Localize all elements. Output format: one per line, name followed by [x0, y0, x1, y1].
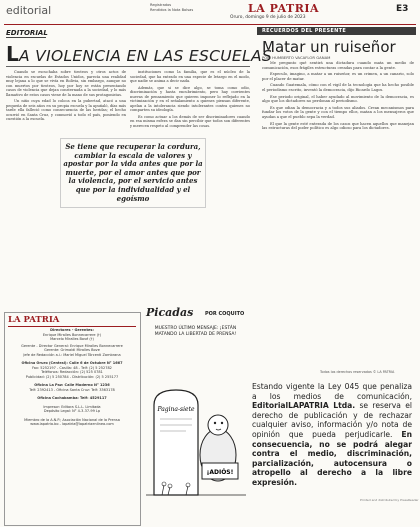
paragraph: Cuando se escuchaba sobre tiroteos y otros actos de violencia en escuelas de Estados Unidos, parecía una realidad muy lejana a lo que se vivía en Bolivia, sin embargo, aunque no con muertos por tiroteos, hoy por hoy se están presentando casos de violencia que dejan consternada a la sociedad, y lo más llamativo de estos casos viene de la mano de sus protagonistas. — [6, 70, 126, 97]
cartoon-sign-right: ¡ADIÓS! — [206, 469, 234, 476]
registration-line: Registrados Rendidos la Nota Bolsas — [150, 3, 194, 12]
issue-date: Oruro, domingo 9 de julio de 2023 — [230, 15, 306, 20]
page-number: E3 — [396, 4, 409, 14]
paragraph: Me pregunto qué sentirá una dictadura cuando mata un medio de comunicación, esos frágiles estructuras creadas para contar a la gente. — [262, 61, 414, 70]
column-body — [262, 61, 414, 366]
paragraph: Es que odian la democracia y a todos sus aliados. Crean mecanismos para fundar los votos de la gente y con el tiempo ellos, matan a los mensajeros que ayudan a que el pueblo sepa la verdad. — [262, 105, 414, 119]
editorial-tag: EDITORIAL — [6, 29, 48, 37]
masthead-divider — [8, 326, 136, 327]
cartoon-logo: Picadas — [146, 306, 194, 319]
header-divider — [4, 24, 416, 25]
column-credit: Todos los derechos reservados © LA PATRIA — [320, 370, 395, 374]
paragraph: El que la gente esté enterada de los casos que hacen aquellos que manejan las estructuras del poder político es algo odioso para los dictadores. — [262, 121, 414, 131]
column-author: POR: HUMBERTO VACAFLOR GANAM — [262, 55, 331, 60]
paragraph: Cuando Guatemala, cómo con el vigil de la tecnología que ha hecho posible el periodismo escrito, inventó la democracia, dijo Ricardo Lagos. — [262, 83, 414, 92]
legal-notice: Estando vigente la Ley 045 que penaliza a los medios de comunicación, EditorialLAPATRIA Ltda. se reserva el derecho de publicación y de rechazar cualquier aviso, información y/o nota de opinión que pueda perjudicarle. En consecuencia, no se podrá alegar contra el medio, discriminación, parcialización, autocensura o atropello al derecho a la libre expresión. — [252, 382, 412, 487]
column-kicker: RECUERDOS DEL PRESENTE — [262, 27, 347, 34]
paragraph: Un niño cuya edad lo coloca en la pubertad, atacó a una pequeña de seis años en su propia escuela y la apuñaló, días más tarde ella falleció como consecuencia de las heridas; el hecho ocurrió en Santa Cruz, y conmovió a todo el país, poniendo en cuestión a la escuela. — [6, 99, 126, 122]
cartoon-byline: POR COQUITO — [205, 311, 245, 317]
pull-quote: Se tiene que recuperar la cordura, cambiar la escala de valores y apostar por la vida antes que por la muerte, por el amor antes que por la violencia, por el servicio antes que por la individualidad y el egoísmo — [60, 138, 206, 208]
paragraph: Ese periodo original, el haber ayudado al movimiento de la democracia, es algo que los dictadores no perdonan al periodismo. — [262, 94, 414, 104]
cartoon-illustration — [146, 345, 246, 505]
column-title: Matar un ruiseñor — [262, 38, 396, 56]
masthead-credits: Directores - Gerentes: Enrique Miralles Bonnecarrere (†) Marcelo Miralles Bové (†) Gerente - Director General: Enrique Miralles Bonnecarrere Gerente: Grimaldi Miralles Bove Jefe de Redacción a.i.: Mariel Miguel Tórcenti Zambrana Oficina Oruro (Central): Calle 6 de Octubre N° 1667 Fax: 5252197 - Casilla: 48 - Telf: (2) 5 252782 Teléfonos: Redacción: (2) 525 0781 Publicidad: (2) 5 250784 - Distribución: (2) 5 255177 Oficina La Paz: Calle Moderno N° 1236 Telf: 2392413 - Oficina Santa Cruz: Telf: 3363178 Oficina Cochabamba: Telf: 4529117 Impresor: Editora S.L.L. Limitada Depósito Legal: N° 4-3-37-99 Lp Miembro de la A.N.P.; Asociación Nacional de la Prensa www.lapatria.bo - lapatria@lapatriaenlinea.com — [21, 328, 123, 426]
cartoon-caption: MUESTRO ÚLTIMO MENSAJE: ¡ESTÁN MATANDO LA LIBERTAD DE PRENSA! — [154, 326, 237, 337]
paragraph: Especulo, imagino, a matar a un ruiseñor, es un crimen, a un canario, solo por el placer de matar. — [262, 72, 414, 81]
paragraph: instituciones como la familia, que es el núcleo de la sociedad, que ha entrado en una especie de letargo en el modo, que nadie se anima a decir nada. — [130, 70, 250, 84]
headline-divider — [6, 66, 250, 67]
paragraph: Además, que si se dice algo, se toma como odio, discriminación y hasta encubrimiento, pero hay corrientes nuevas de pensamiento que quieren imponer lo reflejado en la victimización y en el señalamiento a quienes piensan diferente, apelan a la intolerancia siendo intolerantes contra quienes no comparten su ideología. — [130, 85, 250, 113]
paragraph: Es como actuar a los demás de ser discriminadores cuando en esa misma esfera se dan sin percibir que todos son diferentes y merecen respeto al comprender las cosas. — [130, 114, 250, 129]
distribution-watermark: Printed and distributed by PressReader — [360, 498, 419, 502]
cartoon-sign-left: Pagina-siete — [157, 406, 195, 413]
section-label: editorial — [6, 4, 52, 17]
editorial-headline: LA VIOLENCIA EN LAS ESCUELAS — [6, 42, 272, 66]
masthead-title: LA PATRIA — [8, 315, 60, 325]
newspaper-brand: LA PATRIA — [248, 2, 320, 15]
